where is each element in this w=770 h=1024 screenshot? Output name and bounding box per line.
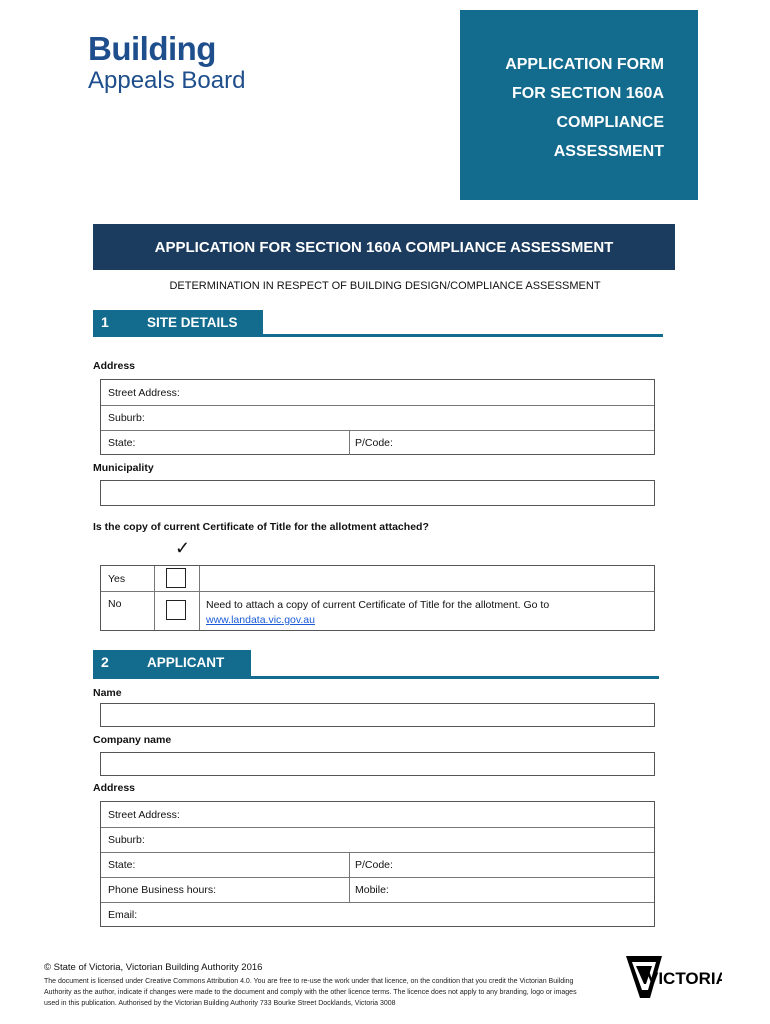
yes-label: Yes xyxy=(108,573,126,585)
row-divider xyxy=(101,852,654,853)
logo-appeals-board: Appeals Board xyxy=(88,67,246,94)
row-divider xyxy=(101,902,654,903)
section-divider xyxy=(93,334,663,337)
state-field[interactable]: State: xyxy=(108,437,136,449)
victoria-logo xyxy=(626,954,722,1004)
col-divider xyxy=(154,566,155,630)
title-attached-table xyxy=(100,565,655,631)
suburb-field[interactable]: Suburb: xyxy=(108,412,145,424)
applicant-address-label: Address xyxy=(93,782,136,794)
street-address-field[interactable]: Street Address: xyxy=(108,387,180,399)
form-title-line: ASSESSMENT xyxy=(553,143,664,160)
no-note xyxy=(206,598,646,628)
section-title: APPLICANT xyxy=(147,655,225,670)
name-label: Name xyxy=(93,687,122,699)
municipality-field[interactable] xyxy=(100,480,655,506)
email-field[interactable]: Email: xyxy=(108,909,138,921)
company-name-label: Company name xyxy=(93,734,172,746)
subtitle: DETERMINATION IN RESPECT OF BUILDING DESIGN/COMPLIANCE ASSESSMENT xyxy=(169,280,601,292)
row-divider xyxy=(101,430,654,431)
copyright-text: © State of Victoria, Victorian Building Authority 2016 xyxy=(44,962,263,973)
title-question: Is the copy of current Certificate of Title for the allotment attached? xyxy=(93,521,429,533)
col-divider xyxy=(349,853,350,902)
address-label: Address xyxy=(93,360,136,372)
section-2-tab xyxy=(93,650,251,676)
check-mark-icon: ✓ xyxy=(175,538,191,558)
col-divider xyxy=(349,431,350,455)
section-title: SITE DETAILS xyxy=(147,315,238,330)
form-title-line: COMPLIANCE xyxy=(556,114,664,131)
no-label: No xyxy=(108,598,122,610)
applicant-suburb-field[interactable]: Suburb: xyxy=(108,834,145,846)
no-note-text: Need to attach a copy of current Certificate of Title for the allotment. Go to xyxy=(206,599,550,611)
phone-field[interactable]: Phone Business hours: xyxy=(108,884,216,896)
col-divider xyxy=(199,566,200,630)
name-field[interactable] xyxy=(100,703,655,727)
section-number: 1 xyxy=(101,314,109,330)
section-1-tab xyxy=(93,310,263,336)
logo-building: Building xyxy=(88,30,216,67)
site-address-table xyxy=(100,379,655,455)
form-title-box xyxy=(460,10,698,200)
section-divider xyxy=(93,676,659,679)
row-divider xyxy=(101,405,654,406)
victoria-logo-icon xyxy=(626,954,722,1004)
main-banner: APPLICATION FOR SECTION 160A COMPLIANCE ASSESSMENT xyxy=(93,224,675,270)
row-divider xyxy=(101,827,654,828)
applicant-address-table xyxy=(100,801,655,927)
section-number: 2 xyxy=(101,654,109,670)
municipality-label: Municipality xyxy=(93,462,154,474)
landata-link[interactable]: www.landata.vic.gov.au xyxy=(206,614,315,626)
form-title-line: APPLICATION FORM xyxy=(505,56,664,73)
company-name-field[interactable] xyxy=(100,752,655,776)
yes-checkbox[interactable] xyxy=(166,568,186,588)
mobile-field[interactable]: Mobile: xyxy=(355,884,389,896)
no-checkbox[interactable] xyxy=(166,600,186,620)
applicant-street-field[interactable]: Street Address: xyxy=(108,809,180,821)
postcode-field[interactable]: P/Code: xyxy=(355,437,393,449)
license-text: The document is licensed under Creative Commons Attribution 4.0. You are free to re-use the work under that licence, on the condition that you credit the Victorian Building Authority as the author, indicate if changes were made to the document and comply with the other licence terms. The licence does not apply to any branding, logo or images used in this publication. Authorised by the Victorian Building Authority 733 Bourke Street Docklands, Victoria 3008 xyxy=(44,978,577,1007)
form-title-line: FOR SECTION 160A xyxy=(511,85,664,102)
applicant-postcode-field[interactable]: P/Code: xyxy=(355,859,393,871)
row-divider xyxy=(101,591,654,592)
victoria-logo-text: VICTORIA xyxy=(647,969,722,988)
row-divider xyxy=(101,877,654,878)
applicant-state-field[interactable]: State: xyxy=(108,859,136,871)
